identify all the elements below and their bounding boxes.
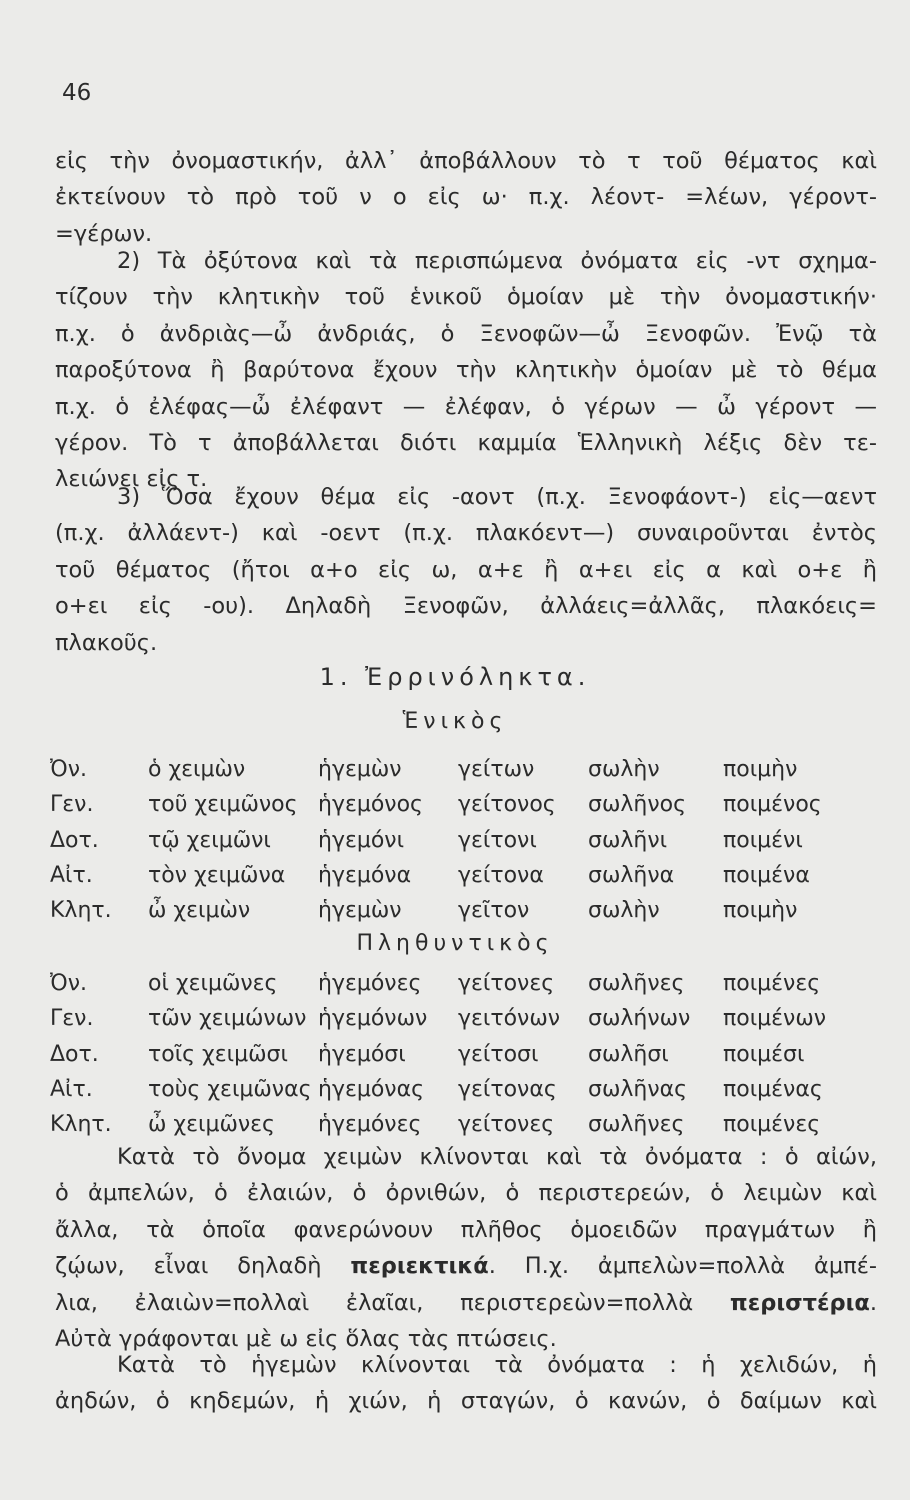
table-cell: γειτόνων (458, 1006, 561, 1032)
table-cell: σωλὴν (588, 898, 660, 924)
table-cell: ἡγεμόνες (318, 1112, 422, 1138)
case-label: Κλητ. (50, 1112, 112, 1138)
table-cell: ἡγεμόνα (318, 863, 412, 889)
table-cell: σωλῆσι (588, 1041, 669, 1067)
text-line: ἀηδών, ὁ κηδεμών, ἡ χιών, ἡ σταγών, ὁ κανών, ὁ δαίμων καὶ (55, 1388, 877, 1415)
text-line: γέρον. Τὸ τ ἀποβάλλεται διότι καμμία Ἑλληνικὴ λέξις δὲν τε- (55, 430, 877, 457)
text-line: π.χ. ὁ ἐλέφας—ὦ ἐλέφαντ — ἐλέφαν, ὁ γέρων — ὦ γέροντ — (55, 393, 877, 420)
singular-declension-table (50, 752, 838, 928)
text-line: =γέρων. (55, 220, 153, 247)
table-cell: ποιμένι (723, 827, 803, 853)
table-cell: ὁ χειμὼν (148, 757, 246, 783)
text-line: ζῴων, εἶναι δηλαδὴ περιεκτικά. Π.χ. ἀμπελὼν=πολλὰ ἀμπέ- (55, 1253, 878, 1280)
table-cell: σωλῆνι (588, 827, 668, 853)
text-line: λια, ἐλαιὼν=πολλαὶ ἐλαῖαι, περιστερεὼν=πολλὰ περιστέρια. (55, 1289, 877, 1316)
paragraph-3 (55, 479, 877, 661)
case-label: Κλητ. (50, 898, 112, 924)
case-label: Δοτ. (50, 1041, 99, 1067)
emphasis-term: περιστέρια (729, 1289, 870, 1316)
table-cell: γείτοσι (458, 1041, 539, 1067)
case-label: Αἰτ. (50, 1077, 93, 1103)
text-line: πλακοῦς. (55, 629, 158, 656)
paragraph-2 (55, 243, 877, 498)
table-cell: τῶν χειμώνων (148, 1006, 307, 1032)
text-line: 2) Τὰ ὀξύτονα καὶ τὰ περισπώμενα ὀνόματα εἰς -ντ σχημα- (117, 248, 877, 274)
text-line: τοῦ θέματος (ἤτοι α+ο εἰς ω, α+ε ἢ α+ει εἰς α καὶ ο+ε ἢ (55, 556, 877, 583)
table-cell: σωλῆνας (588, 1077, 688, 1103)
text-line: ὁ ἀμπελών, ὁ ἐλαιών, ὁ ὀρνιθών, ὁ περιστερεών, ὁ λειμὼν καὶ (55, 1180, 877, 1207)
table-cell: ποιμὴν (723, 757, 798, 783)
text-line: εἰς τὴν ὀνομαστικήν, ἀλλ᾽ ἀποβάλλουν τὸ τ τοῦ θέματος καὶ (55, 148, 877, 174)
paragraph-5 (55, 1347, 877, 1420)
table-cell: σωλῆνα (588, 863, 675, 889)
text-line: παροξύτονα ἢ βαρύτονα ἔχουν τὴν κλητικὴν ὁμοίαν μὲ τὸ θέμα (55, 357, 877, 384)
table-cell: γείτων (458, 757, 535, 783)
table-cell: τοῦ χειμῶνος (148, 792, 298, 818)
table-row (50, 858, 838, 893)
paragraph-1 (55, 143, 877, 252)
table-cell: οἱ χειμῶνες (148, 971, 278, 997)
table-cell: γείτονες (458, 971, 555, 997)
table-cell: σωλῆνες (588, 971, 685, 997)
table-cell: σωλήνων (588, 1006, 691, 1032)
table-row (50, 893, 838, 928)
table-cell: σωλὴν (588, 757, 660, 783)
table-cell: ποιμένες (723, 971, 821, 997)
table-cell: σωλῆνος (588, 792, 686, 818)
text-line: τίζουν τὴν κλητικὴν τοῦ ἑνικοῦ ὁμοίαν μὲ τὴν ὀνομαστικήν· (55, 284, 877, 311)
case-label: Ὀν. (50, 757, 87, 783)
table-cell: γείτονος (458, 792, 556, 818)
table-cell: ποιμὴν (723, 898, 798, 924)
table-cell: ὦ χειμῶνες (148, 1112, 275, 1138)
table-cell: ποιμένες (723, 1112, 821, 1138)
table-cell: ὦ χειμὼν (148, 898, 251, 924)
text-line: ο+ει εἰς -ου). Δηλαδὴ Ξενοφῶν, ἀλλάεις=ἀλλᾶς, πλακόεις= (55, 593, 877, 620)
table-cell: ἡγεμόνες (318, 971, 422, 997)
table-cell: ἡγεμόνων (318, 1006, 428, 1032)
case-label: Ὀν. (50, 971, 87, 997)
table-row (50, 1001, 838, 1036)
text-line: ἐκτείνουν τὸ πρὸ τοῦ ν ο εἰς ω· π.χ. λέοντ- =λέων, γέροντ- (55, 184, 877, 211)
table-row (50, 752, 838, 787)
table-row (50, 823, 838, 858)
text-line: π.χ. ὁ ἀνδριὰς—ὦ ἀνδριάς, ὁ Ξενοφῶν—ὦ Ξενοφῶν. Ἐνῷ τὰ (55, 320, 877, 347)
plural-declension-table (50, 966, 838, 1142)
case-label: Γεν. (50, 1006, 94, 1032)
text-line: Κατὰ τὸ ὄνομα χειμὼν κλίνονται καὶ τὰ ὀνόματα : ὁ αἰών, (117, 1144, 877, 1170)
text-line: (π.χ. ἀλλάεντ-) καὶ -οεντ (π.χ. πλακόεντ—) συναιροῦνται ἐντὸς (55, 520, 877, 547)
case-label: Γεν. (50, 792, 94, 818)
text-line: Αὐτὰ γράφονται μὲ ω εἰς ὅλας τὰς πτώσεις. (55, 1326, 557, 1353)
text-line: 3) Ὅσα ἔχουν θέμα εἰς -αοντ (π.χ. Ξενοφάοντ-) εἰς—αεντ (117, 484, 877, 510)
table-cell: ποιμένων (723, 1006, 827, 1032)
case-label: Αἰτ. (50, 863, 93, 889)
table-row (50, 787, 838, 822)
table-row (50, 1107, 838, 1142)
table-cell: τοῖς χειμῶσι (148, 1041, 288, 1067)
table-cell: ἡγεμὼν (318, 898, 402, 924)
singular-heading: Ἑνικὸς (402, 709, 508, 734)
table-cell: ἡγεμόνος (318, 792, 423, 818)
table-cell: ποιμέσι (723, 1041, 805, 1067)
table-cell: γείτονι (458, 827, 537, 853)
page-number: 46 (62, 80, 92, 106)
table-cell: ποιμένα (723, 863, 810, 889)
text-line: λειώνει εἰς τ. (55, 466, 208, 493)
table-row (50, 1037, 838, 1072)
plural-heading: Πληθυντικὸς (356, 931, 554, 956)
table-cell: γεῖτον (458, 898, 530, 924)
section-heading: 1. Ἐρρινόληκτα. (319, 663, 591, 691)
table-cell: ποιμένος (723, 792, 822, 818)
table-cell: γείτονες (458, 1112, 555, 1138)
table-cell: σωλῆνες (588, 1112, 685, 1138)
table-cell: τῷ χειμῶνι (148, 827, 271, 853)
table-cell: τὸν χειμῶνα (148, 863, 286, 889)
table-row (50, 1072, 838, 1107)
text-line: ἄλλα, τὰ ὁποῖα φανερώνουν πλῆθος ὁμοειδῶν πραγμάτων ἢ (55, 1216, 877, 1243)
text-line: Κατὰ τὸ ἡγεμὼν κλίνονται τὰ ὀνόματα : ἡ χελιδών, ἡ (117, 1352, 877, 1378)
table-cell: ἡγεμὼν (318, 757, 402, 783)
table-row (50, 966, 838, 1001)
table-cell: ποιμένας (723, 1077, 823, 1103)
table-cell: τοὺς χειμῶνας (148, 1077, 312, 1103)
table-cell: ἡγεμόνας (318, 1077, 425, 1103)
table-cell: ἡγεμόσι (318, 1041, 406, 1067)
paragraph-4 (55, 1139, 877, 1357)
case-label: Δοτ. (50, 827, 99, 853)
emphasis-term: περιεκτικά (350, 1253, 489, 1280)
table-cell: ἡγεμόνι (318, 827, 405, 853)
table-cell: γείτονα (458, 863, 544, 889)
table-cell: γείτονας (458, 1077, 557, 1103)
